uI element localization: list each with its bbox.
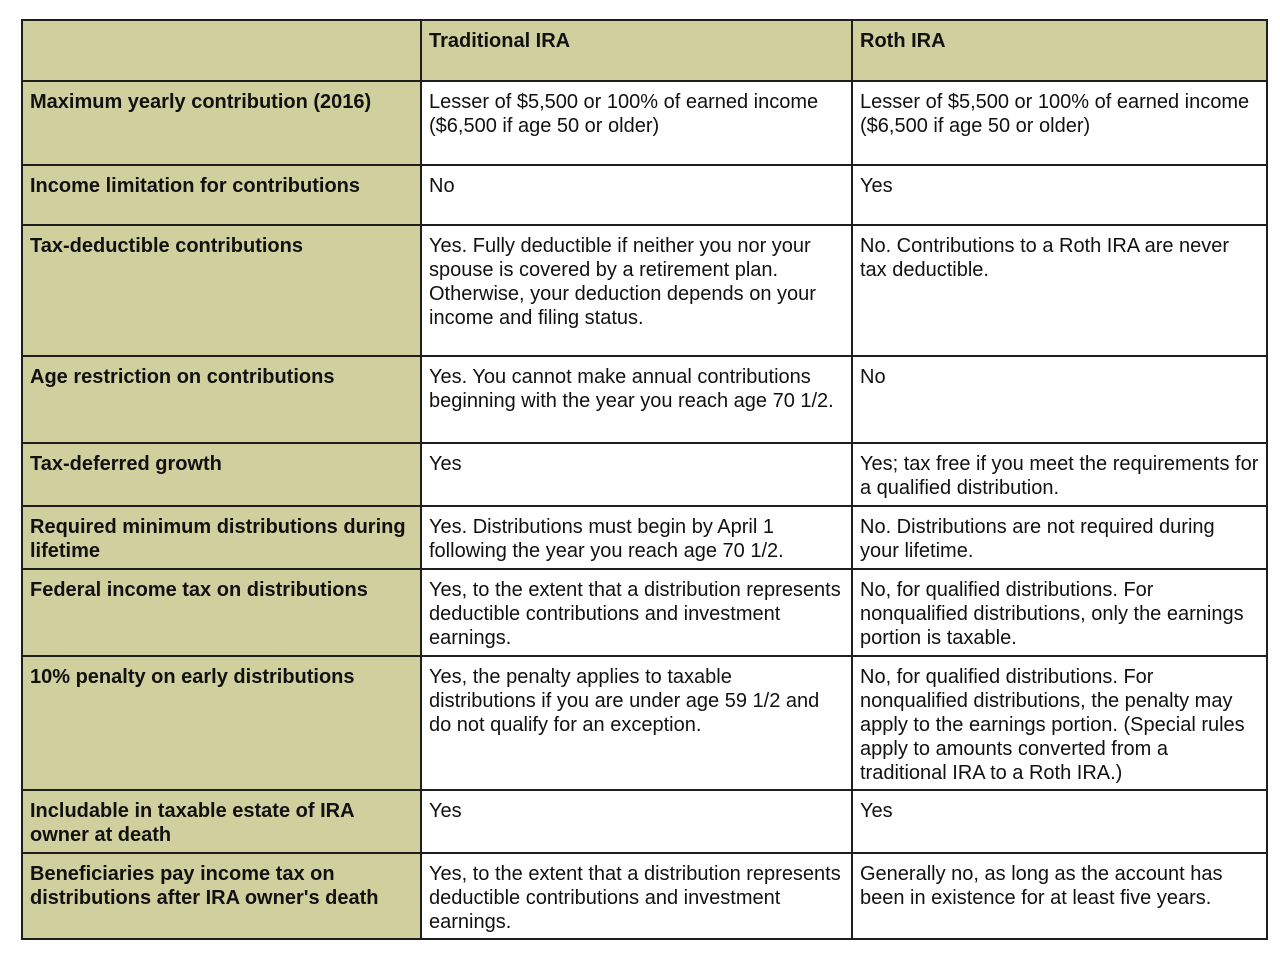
- traditional-value: Yes: [421, 790, 852, 853]
- table-row: [22, 165, 1267, 225]
- row-label: Tax-deductible contributions: [22, 225, 421, 356]
- traditional-value: Yes, to the extent that a distribution represents deductible contributions and investment earnings.: [421, 569, 852, 656]
- traditional-value: Lesser of $5,500 or 100% of earned income ($6,500 if age 50 or older): [421, 81, 852, 165]
- roth-value: Lesser of $5,500 or 100% of earned income ($6,500 if age 50 or older): [852, 81, 1267, 165]
- row-label: 10% penalty on early distributions: [22, 656, 421, 790]
- table-row: [22, 443, 1267, 506]
- roth-value: No. Contributions to a Roth IRA are never tax deductible.: [852, 225, 1267, 356]
- traditional-value: No: [421, 165, 852, 225]
- table-row: [22, 225, 1267, 356]
- row-label: Tax-deferred growth: [22, 443, 421, 506]
- header-cell-traditional-ira: Traditional IRA: [421, 20, 852, 81]
- traditional-value: Yes. Distributions must begin by April 1 following the year you reach age 70 1/2.: [421, 506, 852, 569]
- header-cell-roth-ira: Roth IRA: [852, 20, 1267, 81]
- roth-value: No: [852, 356, 1267, 443]
- row-label: Federal income tax on distributions: [22, 569, 421, 656]
- table-row: [22, 790, 1267, 853]
- table-row: [22, 656, 1267, 790]
- table-row: [22, 356, 1267, 443]
- table-header-row: [22, 20, 1267, 81]
- roth-value: Yes: [852, 165, 1267, 225]
- roth-value: Generally no, as long as the account has been in existence for at least five years.: [852, 853, 1267, 939]
- traditional-value: Yes, the penalty applies to taxable distributions if you are under age 59 1/2 and do not qualify for an exception.: [421, 656, 852, 790]
- table-row: [22, 81, 1267, 165]
- table-row: [22, 853, 1267, 939]
- row-label: Income limitation for contributions: [22, 165, 421, 225]
- traditional-value: Yes. You cannot make annual contributions beginning with the year you reach age 70 1/2.: [421, 356, 852, 443]
- roth-value: No. Distributions are not required during your lifetime.: [852, 506, 1267, 569]
- roth-value: No, for qualified distributions. For nonqualified distributions, only the earnings portion is taxable.: [852, 569, 1267, 656]
- row-label: Maximum yearly contribution (2016): [22, 81, 421, 165]
- row-label: Required minimum distributions during lifetime: [22, 506, 421, 569]
- row-label: Beneficiaries pay income tax on distributions after IRA owner's death: [22, 853, 421, 939]
- roth-value: No, for qualified distributions. For nonqualified distributions, the penalty may apply to the earnings portion. (Special rules apply to amounts converted from a traditional IRA to a Roth IRA.): [852, 656, 1267, 790]
- table-row: [22, 569, 1267, 656]
- ira-comparison-table: [21, 19, 1268, 940]
- row-label: Age restriction on contributions: [22, 356, 421, 443]
- table-row: [22, 506, 1267, 569]
- traditional-value: Yes, to the extent that a distribution represents deductible contributions and investment earnings.: [421, 853, 852, 939]
- traditional-value: Yes. Fully deductible if neither you nor your spouse is covered by a retirement plan. Otherwise, your deduction depends on your income and filing status.: [421, 225, 852, 356]
- row-label: Includable in taxable estate of IRA owner at death: [22, 790, 421, 853]
- traditional-value: Yes: [421, 443, 852, 506]
- roth-value: Yes: [852, 790, 1267, 853]
- header-cell-blank: [22, 20, 421, 81]
- roth-value: Yes; tax free if you meet the requirements for a qualified distribution.: [852, 443, 1267, 506]
